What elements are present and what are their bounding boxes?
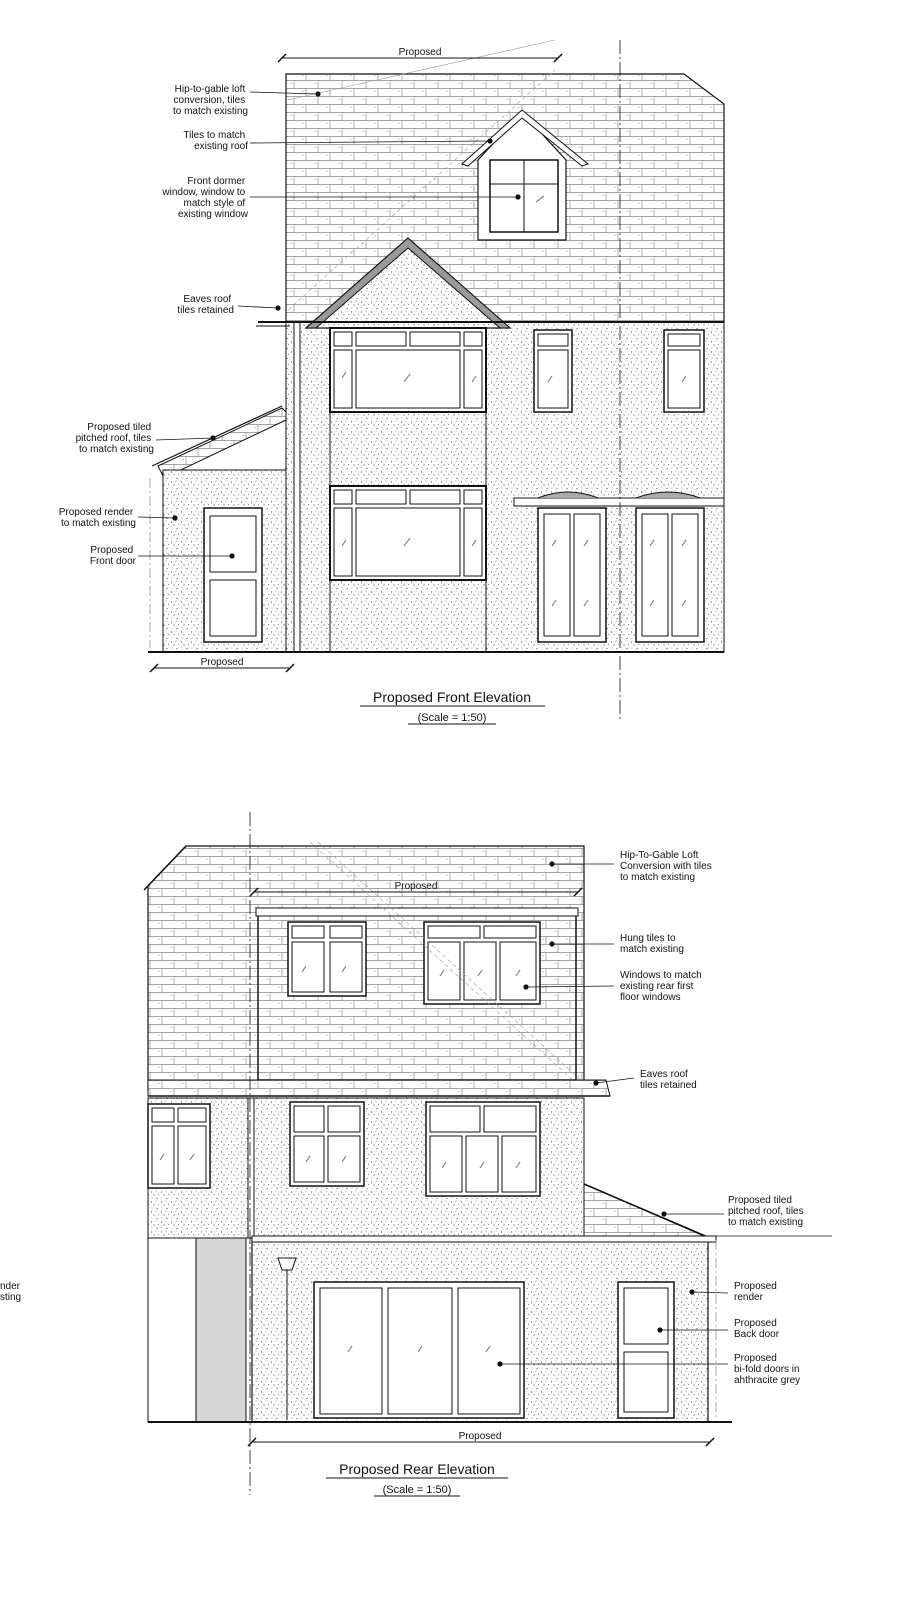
label-eaves-front: Eaves roof tiles retained (177, 294, 234, 316)
label-tiled-roof-front: Proposed tiled pitched roof, tiles to match existing (75, 422, 154, 455)
label-windows-rear: Windows to match existing rear first floor windows (620, 970, 702, 1003)
front-door (204, 508, 262, 642)
label-hung-tiles: Hung tiles to match existing (620, 933, 684, 955)
rear-scale: (Scale = 1:50) (382, 1484, 452, 1496)
front-dim-ext: Proposed (200, 657, 244, 668)
label-tiled-roof-rear: Proposed tiled pitched roof, tiles to match existing (728, 1195, 804, 1228)
label-bifold: Proposed bi-fold doors in ahthracite grey (734, 1353, 801, 1386)
front-extension-roof (158, 408, 286, 478)
label-dormer: Front dormer window, window to match style of existing window (162, 176, 248, 220)
rear-elevation (0, 812, 832, 1496)
label-front-door: Proposed Front door (89, 545, 136, 567)
back-door (618, 1282, 674, 1418)
rear-dim-dormer: Proposed (394, 881, 438, 892)
label-tiles-roof: Tiles to match existing roof (183, 130, 248, 152)
front-elevation (59, 40, 724, 724)
label-hip-gable-front: Hip-to-gable loft conversion, tiles to match existing (172, 84, 248, 117)
label-hip-gable-rear: Hip-To-Gable Loft Conversion with tiles to match existing (620, 850, 712, 883)
label-render-rear: Proposed render (734, 1281, 777, 1303)
label-render-front: Proposed render to match existing (58, 507, 136, 529)
front-scale: (Scale = 1:50) (417, 712, 487, 724)
rear-dim-ext: Proposed (458, 1431, 502, 1442)
label-eaves-rear: Eaves roof tiles retained (640, 1069, 697, 1091)
label-cut-left: nder sting (0, 1281, 22, 1303)
rear-title: Proposed Rear Elevation (339, 1461, 495, 1477)
label-back-door: Proposed Back door (734, 1318, 780, 1340)
front-dim-roof: Proposed (398, 47, 442, 58)
front-title: Proposed Front Elevation (373, 689, 531, 705)
